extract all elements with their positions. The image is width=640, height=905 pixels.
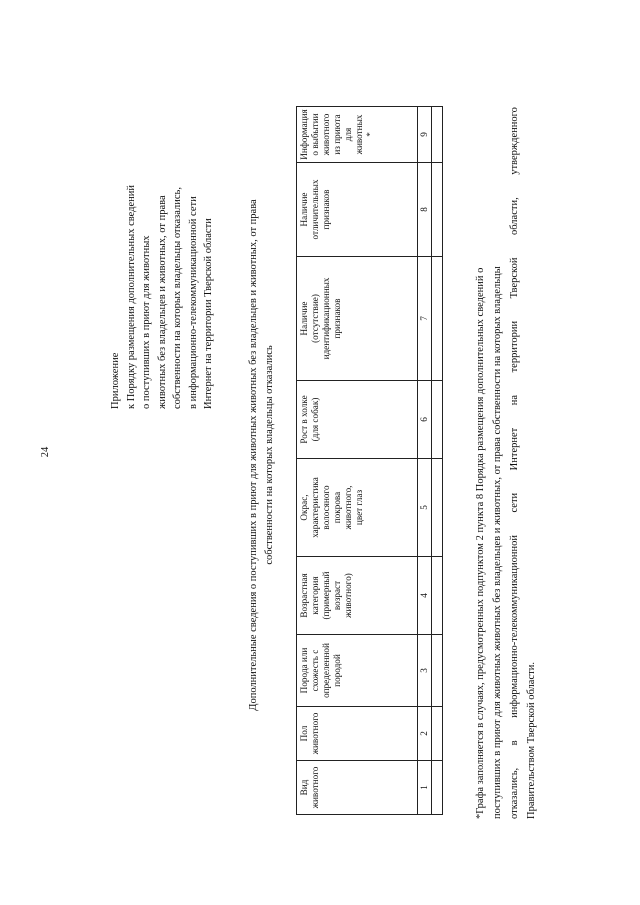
empty-cell <box>432 381 443 459</box>
appendix-line: к Порядку размещения дополнительных сведений <box>125 184 137 409</box>
appendix-line: Интернет на территории Тверской области <box>203 218 214 409</box>
appendix-line: животных без владельцев и животных, от права <box>156 195 168 409</box>
table-header-row <box>297 107 418 815</box>
empty-cell <box>432 707 443 761</box>
column-number: 4 <box>418 557 432 635</box>
footnote-word: области, <box>509 197 520 236</box>
empty-data-row <box>432 107 443 815</box>
column-number: 6 <box>418 381 432 459</box>
page-number: 24 <box>40 446 51 458</box>
footnote-word: территории <box>509 320 520 373</box>
footnote-line: Правительством Тверской области. <box>526 662 537 819</box>
empty-cell <box>432 257 443 381</box>
footnote-line: *Графа заполняется в случаях, предусмотренных подпунктом 2 пункта 8 Порядка размещения дополнительных сведений о <box>475 267 486 819</box>
footnote-word: утвержденного <box>509 107 520 175</box>
footnote-word: сети <box>509 492 520 513</box>
column-number: 2 <box>418 707 432 761</box>
column-number: 5 <box>418 459 432 557</box>
appendix-block <box>108 9 217 409</box>
footnote-word: в <box>509 740 520 746</box>
footnote-line: поступивших в приют для животных животных без владельцев и животных, от права собственности на которых владельцы <box>492 266 503 819</box>
empty-cell <box>432 107 443 163</box>
footnote-word: информационно-телекоммуникационной <box>509 535 520 718</box>
appendix-line: Приложение <box>110 352 121 409</box>
column-number: 1 <box>418 761 432 815</box>
column-number: 7 <box>418 257 432 381</box>
empty-cell <box>432 635 443 707</box>
header-breed: Порода или схожесть с определенной породой <box>297 635 418 707</box>
column-number: 8 <box>418 163 432 257</box>
header-identification-marks: Наличие (отсутствие) идентификационных признаков <box>297 257 418 381</box>
title-line: собственности на которых владельцы отказались <box>264 345 275 565</box>
footnote <box>472 107 540 819</box>
appendix-line: о поступивших в приют для животных <box>141 235 152 409</box>
column-number: 3 <box>418 635 432 707</box>
document-title <box>246 195 278 715</box>
title-line: Дополнительные сведения о поступивших в приют для животных животных без владельцев и животных, от права <box>248 199 259 711</box>
empty-cell <box>432 557 443 635</box>
column-number: 9 <box>418 107 432 163</box>
footnote-word: Тверской <box>509 257 520 299</box>
header-distinctive-marks: Наличие отличительных признаков <box>297 163 418 257</box>
footnote-word: Интернет <box>509 427 520 471</box>
header-animal-sex: Пол животного <box>297 707 418 761</box>
header-withers-height: Рост в холке (для собак) <box>297 381 418 459</box>
footnote-word: на <box>509 394 520 406</box>
appendix-line: собственности на которых владельцы отказались, <box>172 187 183 409</box>
empty-cell <box>432 761 443 815</box>
header-departure-info: Информация о выбытии животного из приюта для животных * <box>297 107 418 163</box>
footnote-line-justified <box>506 107 523 819</box>
header-age-category: Возрастная категория (примерный возраст животного) <box>297 557 418 635</box>
column-number-row <box>418 107 432 815</box>
footnote-word: отказались, <box>509 767 520 819</box>
empty-cell <box>432 163 443 257</box>
header-animal-type: Вид животного <box>297 761 418 815</box>
header-color-coat: Окрас, характеристика волосяного покрова животного, цвет глаз <box>297 459 418 557</box>
animal-info-table <box>296 106 443 815</box>
empty-cell <box>432 459 443 557</box>
appendix-line: в информационно-телекоммуникационной сети <box>187 196 199 409</box>
